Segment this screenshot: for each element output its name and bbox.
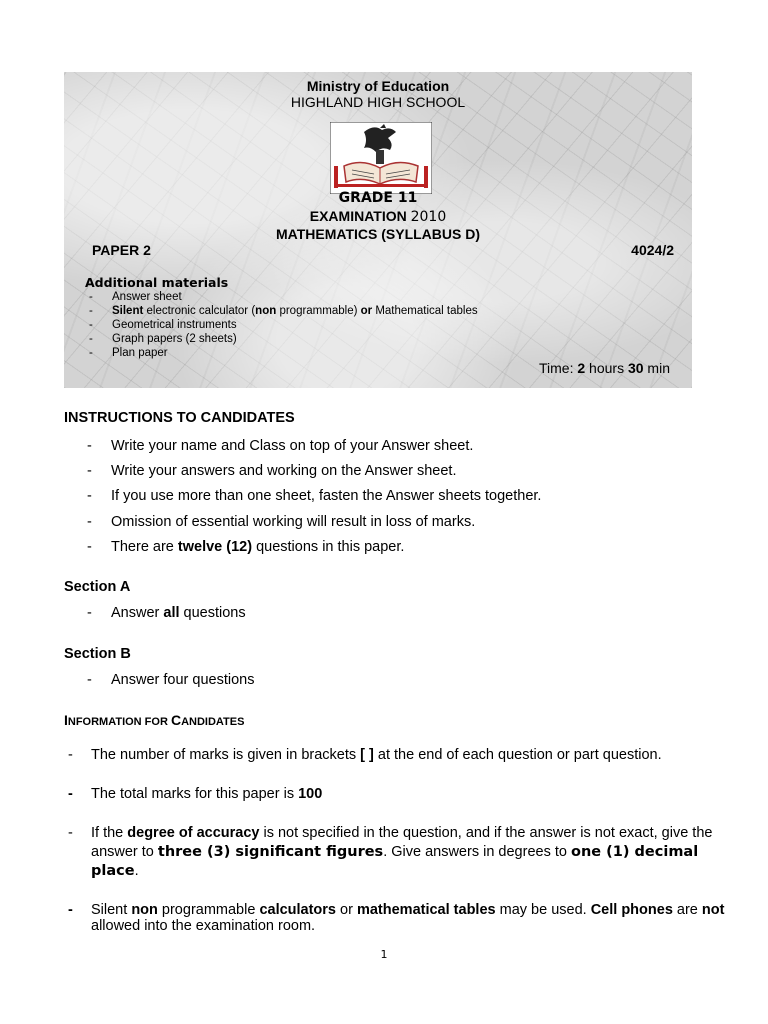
- instructions-title: INSTRUCTIONS TO CANDIDATES: [64, 410, 295, 426]
- section-a-title: Section A: [64, 579, 131, 595]
- instructions-list: [86, 437, 541, 563]
- info-calculators: - Silent non programmable calculators or mathematical tables may be used. Cell phones are not allowed into the examination room.: [68, 902, 725, 934]
- instruction-item: - If you use more than one sheet, fasten the Answer sheets together.: [86, 487, 541, 512]
- material-item: - Graph papers (2 sheets): [86, 332, 478, 346]
- instruction-item: - There are twelve (12) questions in this paper.: [86, 538, 541, 563]
- material-item: - Plan paper: [86, 346, 478, 360]
- info-accuracy: - If the degree of accuracy is not specified in the question, and if the answer is not exact, give the answer to three (3) significant figures. Give answers in degrees to one (1) decimal place.: [68, 825, 713, 879]
- instruction-item: - Omission of essential working will result in loss of marks.: [86, 513, 541, 538]
- material-item: - Silent electronic calculator (non programmable) or Mathematical tables: [86, 304, 478, 318]
- exam-year: 2010: [410, 209, 447, 225]
- subject-title: MATHEMATICS (SYLLABUS D): [275, 226, 481, 242]
- school-logo-icon: [330, 122, 432, 194]
- instruction-item: - Write your name and Class on top of your Answer sheet.: [86, 437, 541, 462]
- information-title: INFORMATION FOR CANDIDATES: [64, 712, 245, 728]
- section-a-list: [86, 604, 246, 629]
- paper-code: 4024/2: [631, 242, 674, 258]
- time-allowed: Time: 2 hours 30 min: [538, 360, 670, 376]
- instruction-item: - Write your answers and working on the Answer sheet.: [86, 462, 541, 487]
- paper-label: PAPER 2: [92, 242, 151, 258]
- info-total-marks: - The total marks for this paper is 100: [68, 786, 323, 802]
- exam-header-box: [64, 72, 692, 388]
- info-marks: - The number of marks is given in brackets [ ] at the end of each question or part question.: [68, 747, 662, 763]
- school-name: HIGHLAND HIGH SCHOOL: [290, 94, 466, 110]
- grade-label: GRADE 11: [338, 190, 418, 206]
- additional-materials-list: [86, 290, 478, 360]
- exam-title: [64, 208, 692, 225]
- section-a-item: - Answer all questions: [86, 604, 246, 629]
- section-b-item: - Answer four questions: [86, 671, 254, 696]
- section-b-list: [86, 671, 254, 696]
- additional-materials-title: Additional materials: [85, 275, 229, 290]
- ministry-title: Ministry of Education: [306, 78, 450, 94]
- exam-word: EXAMINATION: [309, 208, 407, 224]
- section-b-title: Section B: [64, 646, 131, 662]
- material-item: - Answer sheet: [86, 290, 478, 304]
- material-item: - Geometrical instruments: [86, 318, 478, 332]
- page-number: 1: [380, 948, 388, 961]
